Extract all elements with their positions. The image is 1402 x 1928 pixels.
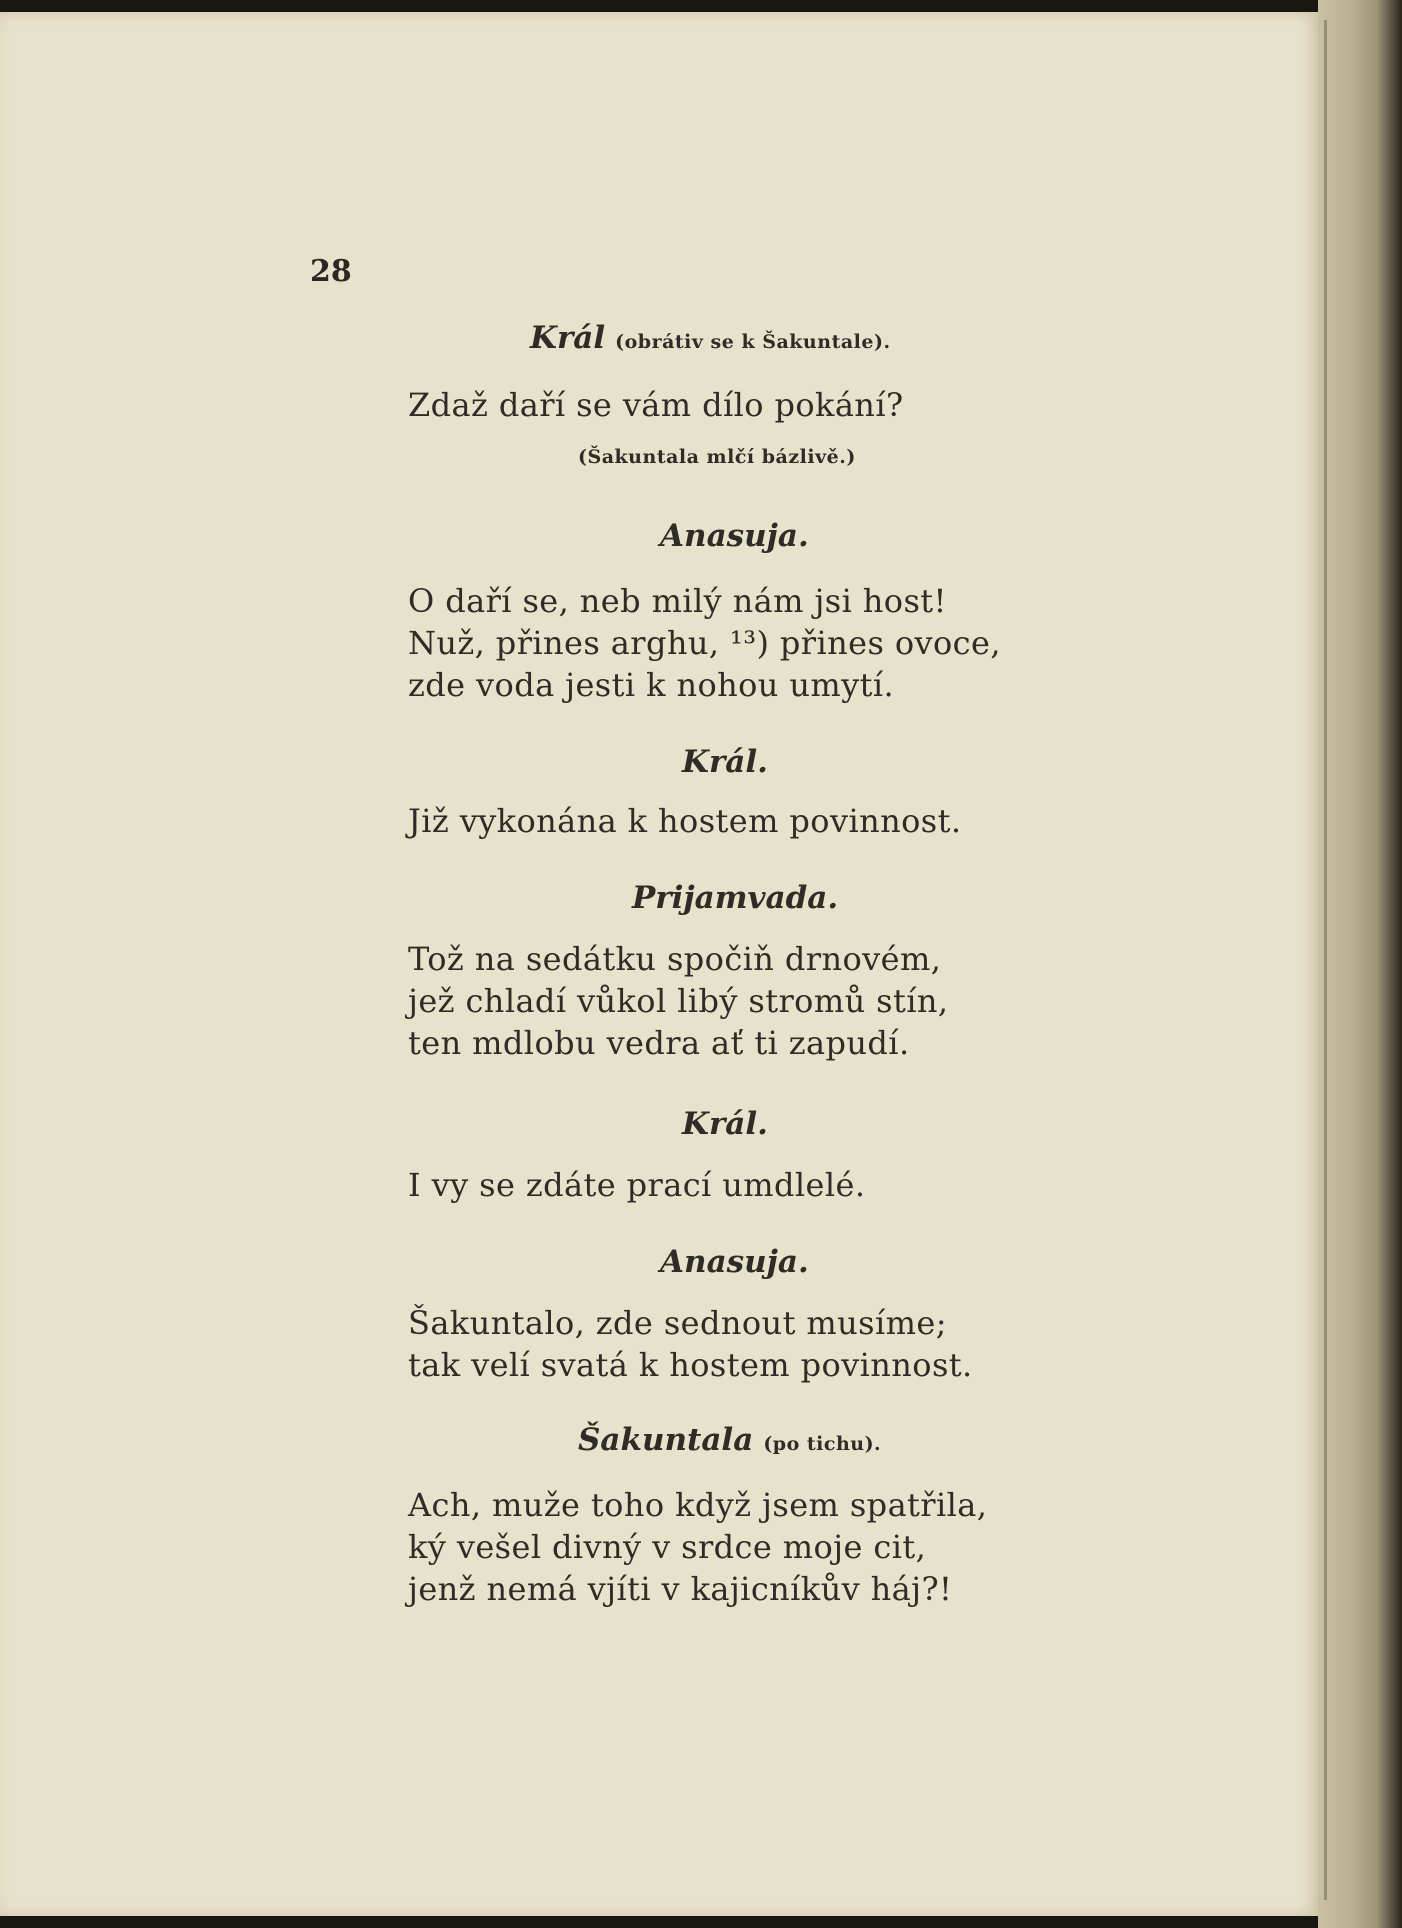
verse-line: Tož na sedátku spočiň drnovém, — [408, 940, 942, 978]
verse-line: ten mdlobu vedra ať ti zapudí. — [408, 1024, 910, 1062]
gutter-shadow-line — [1324, 20, 1327, 1900]
verse-line: O daří se, neb milý nám jsi host! — [408, 582, 947, 620]
verse — [408, 800, 961, 842]
verse-line: tak velí svatá k hostem povinnost. — [408, 1346, 973, 1384]
verse-line: I vy se zdáte prací umdlelé. — [408, 1166, 866, 1204]
stage-direction: (po tichu). — [763, 1433, 882, 1455]
book-gutter — [1318, 0, 1402, 1928]
verse — [408, 938, 948, 1064]
speaker-name: Šakuntala (po tichu). — [578, 1422, 882, 1458]
verse-line: jež chladí vůkol libý stromů stín, — [408, 982, 949, 1020]
verse-line: Již vykonána k hostem povinnost. — [408, 802, 962, 840]
speaker-name: Král (obrátiv se k Šakuntale). — [530, 320, 891, 356]
verse-line: Nuž, přines arghu, ¹³) přines ovoce, — [408, 624, 1001, 662]
speaker-name: Anasuja. — [660, 1244, 809, 1280]
verse-line: ký vešel divný v srdce moje cit, — [408, 1528, 927, 1566]
stage-direction: (obrátiv se k Šakuntale). — [615, 331, 891, 353]
page-number: 28 — [310, 254, 352, 289]
verse-line: Ach, muže toho když jsem spatřila, — [408, 1486, 988, 1524]
verse — [408, 384, 904, 426]
verse-line: Šakuntalo, zde sednout musíme; — [408, 1304, 947, 1342]
verse-line: jenž nemá vjíti v kajicníkův háj?! — [408, 1570, 953, 1608]
speaker-name: Anasuja. — [660, 518, 809, 554]
verse — [408, 1484, 987, 1610]
verse — [408, 1302, 973, 1386]
verse — [408, 1164, 865, 1206]
verse-line: zde voda jesti k nohou umytí. — [408, 666, 895, 704]
speaker-name: Král. — [682, 744, 768, 780]
verse — [408, 580, 1001, 706]
verse-line: Zdaž daří se vám dílo pokání? — [408, 386, 904, 424]
speaker-name: Prijamvada. — [632, 880, 839, 916]
stage-direction: (Šakuntala mlčí bázlivě.) — [578, 446, 856, 468]
speaker-name: Král. — [682, 1106, 768, 1142]
